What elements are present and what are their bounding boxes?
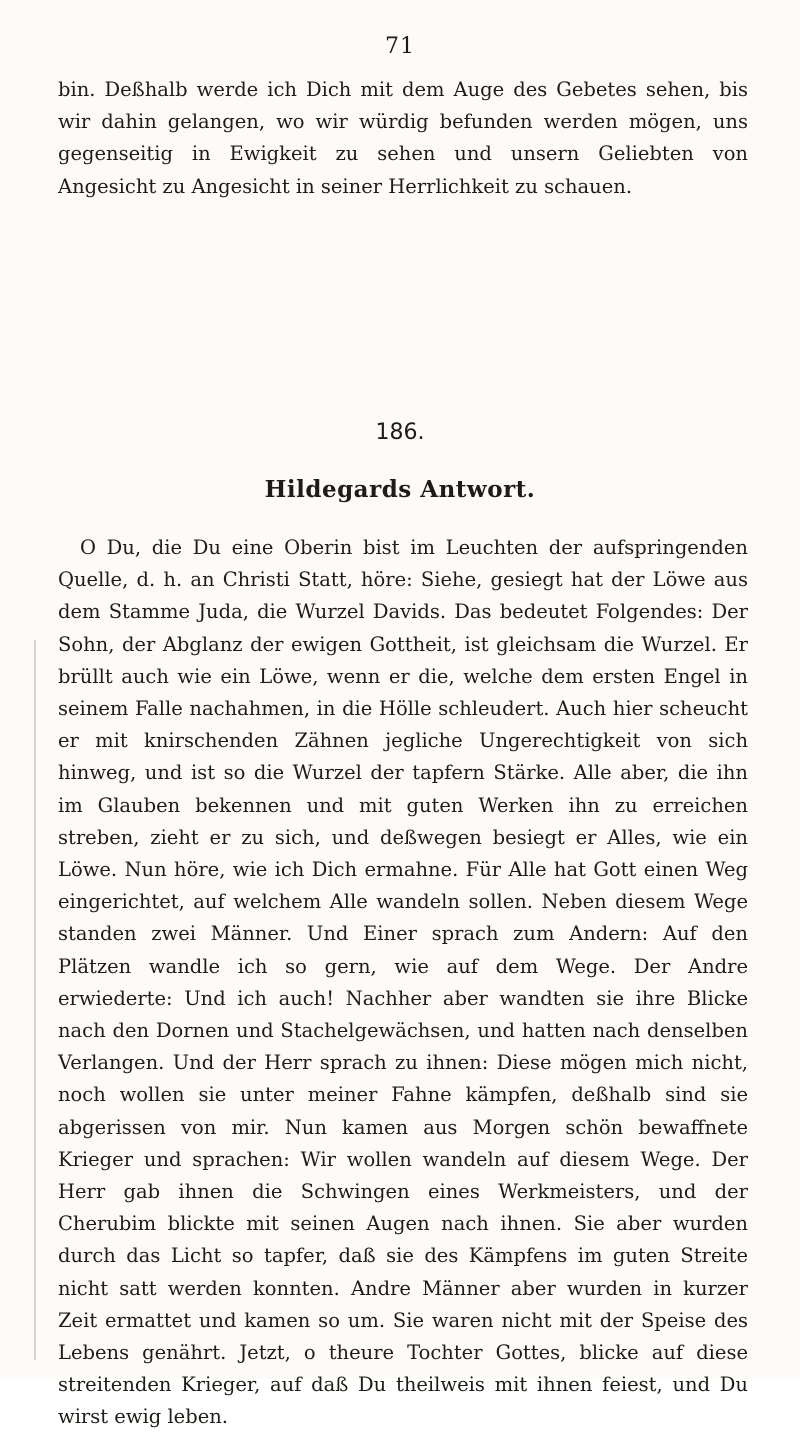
intro-paragraph: bin. Deßhalb werde ich Dich mit dem Auge des Gebetes sehen, bis wir dahin gelangen, wo wir würdig befunden werden mögen, uns gegenseitig in Ewigkeit zu sehen und unsern Geliebten von Angesicht zu Angesicht in seiner Herrlichkeit zu schauen. xyxy=(58,78,748,198)
entry-text: O Du, die Du eine Oberin bist im Leuchten der aufspringenden Quelle, d. h. an Christi Statt, höre: Siehe, gesiegt hat der Löwe aus dem Stamme Juda, die Wurzel Davids. Das bedeutet Folgendes: Der Sohn, der Abglanz der ewigen Gottheit, ist gleichsam die Wurzel. Er brüllt auch wie ein Löwe, wenn er die, welche dem ersten Engel in seinem Falle nachahmen, in die Hölle schleudert. Auch hier scheucht er mit knirschenden Zähnen jegliche Ungerechtigkeit von sich hinweg, und ist so die Wurzel der tapfern Stärke. Alle aber, die ihn im Glauben bekennen und mit guten Werken ihn zu erreichen streben, zieht er zu sich, und deßwegen besiegt er Alles, wie ein Löwe. Nun höre, wie ich Dich ermahne. Für Alle hat Gott einen Weg eingerichtet, auf welchem Alle wandeln sollen. Neben diesem Wege standen zwei Männer. Und Einer sprach zum Andern: Auf den Plätzen wandle ich so gern, wie auf dem Wege. Der Andre erwiederte: Und ich auch! Nachher aber wandten sie ihre Blicke nach den Dornen und Stachelgewächsen, und hatten nach denselben Verlangen. Und der Herr sprach zu ihnen: Diese mögen mich nicht, noch wollen sie unter meiner Fahne kämpfen, deßhalb sind sie abgerissen von mir. Nun kamen aus Morgen schön bewaffnete Krieger und sprachen: Wir wollen wandeln auf diesem Wege. Der Herr gab ihnen die Schwingen eines Werkmeisters, und der Cherubim blickte mit seinen Augen nach ihnen. Sie aber wurden durch das Licht so tapfer, daß sie des Kämpfens im guten Streite nicht satt werden konnten. Andre Männer aber wurden in kurzer Zeit ermattet und kamen so um. Sie waren nicht mit der Speise des Lebens genährt. Jetzt, o theure Tochter Gottes, blicke auf diese streitenden Krieger, auf daß Du theilweis mit ihnen feiest, und Du wirst ewig leben. xyxy=(58,536,748,1429)
entry-number: 186. xyxy=(375,420,425,445)
page-number: 71 xyxy=(385,34,415,59)
entry-title: Hildegards Antwort. xyxy=(264,476,536,503)
binding-edge-line xyxy=(34,640,36,1360)
